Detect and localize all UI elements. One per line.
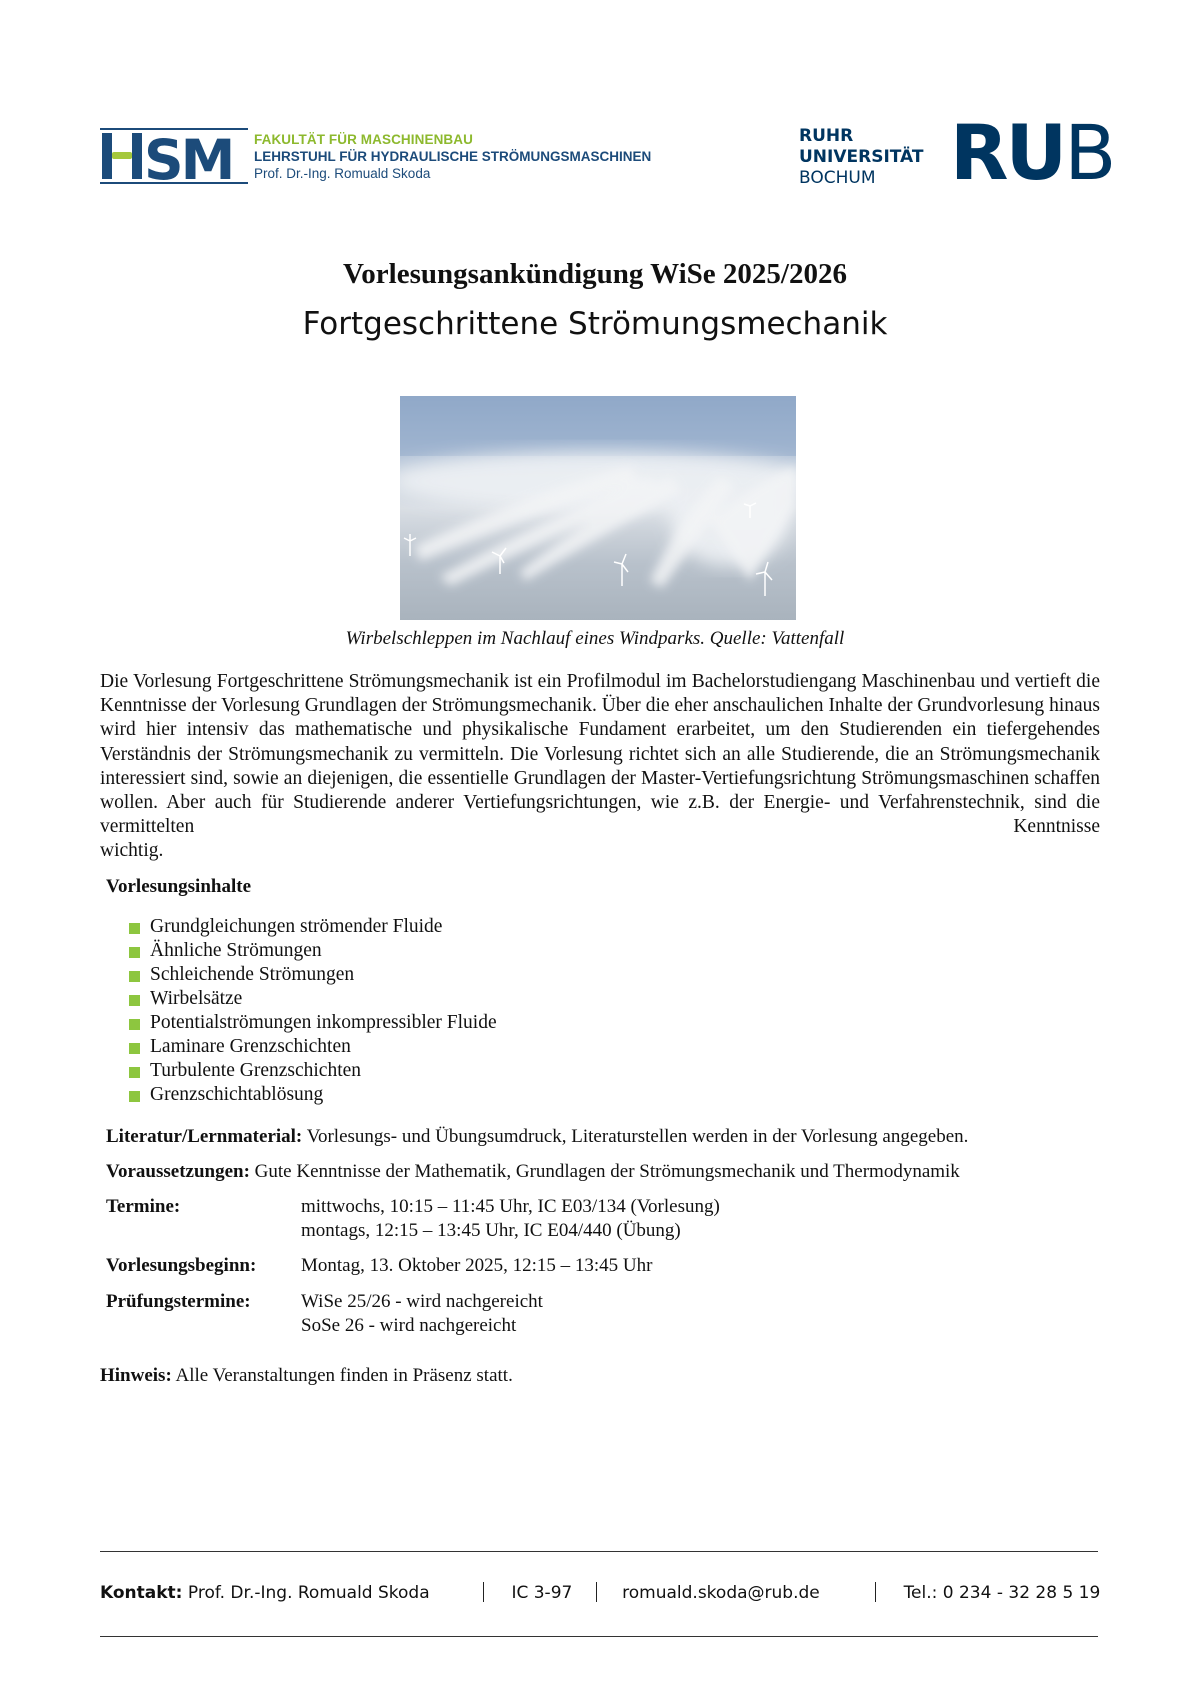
rub-logo-light: B bbox=[1064, 108, 1114, 197]
university-line-2: UNIVERSITÄT bbox=[799, 147, 924, 167]
literature-row bbox=[106, 1125, 968, 1149]
footer-divider bbox=[483, 1582, 484, 1602]
footer-top-rule bbox=[100, 1551, 1098, 1552]
contents-heading: Vorlesungsinhalte bbox=[106, 876, 251, 897]
chair-info bbox=[254, 131, 651, 182]
intro-text-end: wichtig. bbox=[100, 840, 164, 862]
figure-caption: Wirbelschleppen im Nachlauf eines Windparks. Quelle: Vattenfall bbox=[345, 628, 845, 649]
list-item bbox=[127, 1035, 497, 1059]
professor-name: Prof. Dr.-Ing. Romuald Skoda bbox=[254, 166, 431, 181]
hsm-logo-graphic bbox=[100, 128, 248, 184]
intro-paragraph bbox=[100, 670, 1100, 864]
list-item-text: Grundgleichungen strömender Fluide bbox=[150, 916, 443, 937]
wind-farm-photo bbox=[400, 396, 796, 620]
square-bullet-icon bbox=[129, 1019, 140, 1030]
list-item bbox=[127, 987, 497, 1011]
wind-farm-illustration bbox=[400, 396, 796, 620]
announcement-title: Vorlesungsankündigung WiSe 2025/2026 bbox=[343, 258, 847, 290]
list-item bbox=[127, 1059, 497, 1083]
square-bullet-icon bbox=[129, 1091, 140, 1102]
list-item-text: Turbulente Grenzschichten bbox=[150, 1060, 362, 1081]
list-item-text: Laminare Grenzschichten bbox=[150, 1036, 351, 1057]
list-item bbox=[127, 939, 497, 963]
prerequisites-value: Gute Kenntnisse der Mathematik, Grundlagen der Strömungsmechanik und Thermodynamik bbox=[254, 1161, 960, 1182]
note-label: Hinweis: bbox=[100, 1365, 172, 1386]
note-row bbox=[100, 1364, 513, 1388]
footer-bottom-rule bbox=[100, 1636, 1098, 1637]
university-line-3: BOCHUM bbox=[799, 168, 876, 188]
list-item-text: Potentialströmungen inkompressibler Fluide bbox=[150, 1012, 497, 1033]
dates-label: Termine: bbox=[106, 1196, 181, 1217]
square-bullet-icon bbox=[129, 971, 140, 982]
contact-email[interactable]: romuald.skoda@rub.de bbox=[622, 1583, 820, 1603]
contact-room: IC 3-97 bbox=[511, 1583, 573, 1603]
hsm-logo bbox=[100, 128, 248, 184]
contents-list bbox=[127, 915, 497, 1107]
list-item-text: Wirbelsätze bbox=[150, 988, 243, 1009]
prerequisites-row bbox=[106, 1160, 960, 1184]
list-item-text: Grenzschichtablösung bbox=[150, 1084, 324, 1105]
square-bullet-icon bbox=[129, 947, 140, 958]
square-bullet-icon bbox=[129, 995, 140, 1006]
chair-name: LEHRSTUHL FÜR HYDRAULISCHE STRÖMUNGSMASCHINEN bbox=[254, 149, 652, 164]
intro-text: Die Vorlesung Fortgeschrittene Strömungsmechanik ist ein Profilmodul im Bachelorstudiengang Maschinenbau und vertieft die Kenntnisse der Vorlesung Grundlagen der Strömungsmechanik. Über die eher anschaulichen Inhalte der Grundvorlesung hinaus wird hier intensiv das mathematische und physikalische Fundament erarbeitet, um den Studierenden ein tiefergehendes Verständnis der Strömungsmechanik zu vermitteln. Die Vorlesung richtet sich an alle Studierende, die an Strömungsmechanik interessiert sind, sowie an diejenigen, die essentielle Grundlagen der Master-Vertiefungsrichtung Strömungsmaschinen schaffen wollen. Aber auch für Studierende anderer Vertiefungsrichtungen, wie z.B. der Energie- und Verfahrenstechnik, sind die vermittelten Kenntnisse bbox=[100, 671, 1100, 838]
footer-divider bbox=[875, 1582, 876, 1602]
literature-label: Literatur/Lernmaterial: bbox=[106, 1126, 303, 1147]
list-item-text: Ähnliche Strömungen bbox=[150, 940, 322, 961]
list-item bbox=[127, 963, 497, 987]
exam-summer: SoSe 26 - wird nachgereicht bbox=[301, 1315, 517, 1336]
course-title: Fortgeschrittene Strömungsmechanik bbox=[302, 306, 888, 342]
prerequisites-label: Voraussetzungen: bbox=[106, 1161, 250, 1182]
contact-label: Kontakt: bbox=[100, 1583, 183, 1603]
square-bullet-icon bbox=[129, 1043, 140, 1054]
exam-label: Prüfungstermine: bbox=[106, 1291, 251, 1312]
list-item bbox=[127, 915, 497, 939]
contact-name: Prof. Dr.-Ing. Romuald Skoda bbox=[187, 1583, 430, 1603]
list-item-text: Schleichende Strömungen bbox=[150, 964, 355, 985]
note-value: Alle Veranstaltungen finden in Präsenz statt. bbox=[175, 1365, 513, 1386]
literature-value: Vorlesungs- und Übungsumdruck, Literaturstellen werden in der Vorlesung angegeben. bbox=[306, 1126, 969, 1147]
footer-divider bbox=[596, 1582, 597, 1602]
university-name bbox=[799, 126, 924, 189]
exam-winter: WiSe 25/26 - wird nachgereicht bbox=[301, 1291, 543, 1312]
university-line-1: RUHR bbox=[799, 126, 854, 146]
date-exercise: montags, 12:15 – 13:45 Uhr, IC E04/440 (Übung) bbox=[301, 1220, 681, 1241]
hsm-logo-letters: SM bbox=[144, 128, 233, 184]
start-value: Montag, 13. Oktober 2025, 12:15 – 13:45 Uhr bbox=[301, 1255, 653, 1276]
date-lecture: mittwochs, 10:15 – 11:45 Uhr, IC E03/134 (Vorlesung) bbox=[301, 1196, 720, 1217]
rub-logo bbox=[950, 108, 1114, 197]
list-item bbox=[127, 1083, 497, 1107]
square-bullet-icon bbox=[129, 923, 140, 934]
faculty-name: FAKULTÄT FÜR MASCHINENBAU bbox=[254, 132, 473, 147]
contact-phone: Tel.: 0 234 - 32 28 5 19 bbox=[903, 1583, 1101, 1603]
list-item bbox=[127, 1011, 497, 1035]
rub-logo-bold: RU bbox=[950, 108, 1065, 197]
start-label: Vorlesungsbeginn: bbox=[106, 1255, 257, 1276]
square-bullet-icon bbox=[129, 1067, 140, 1078]
contact-footer bbox=[100, 1582, 1101, 1604]
